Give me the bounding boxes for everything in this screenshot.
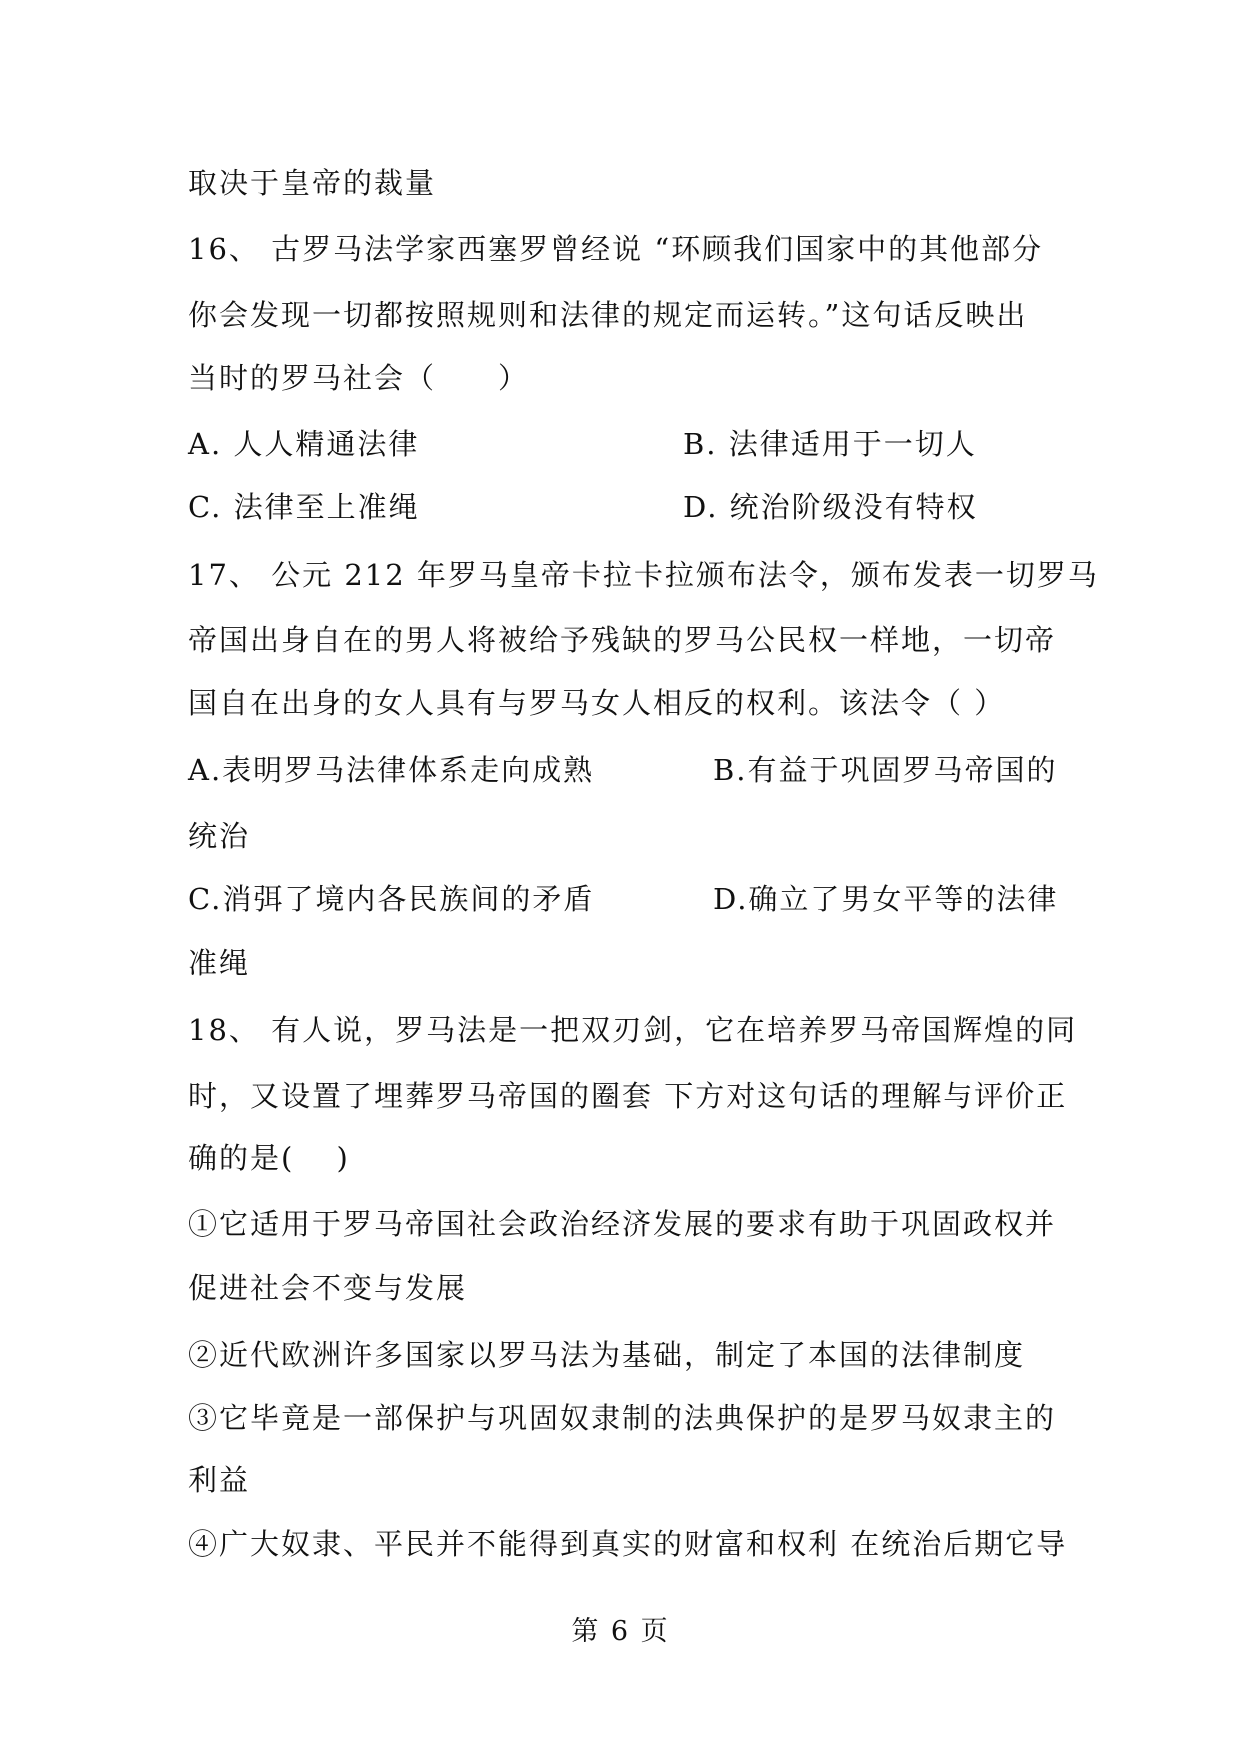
option-a: A. 人人精通法律 [188,427,420,461]
question-16-options-row-1 [188,424,977,464]
text-line: 确的是( ) [188,1141,350,1175]
question-17-options-row-2 [188,879,1059,919]
text-line: 帝国出身自在的男人将被给予残缺的罗马公民权一样地，一切帝 [188,623,1057,657]
option-c: C. 法律至上准绳 [188,490,420,524]
text-line: 时，又设置了埋葬罗马帝国的圈套 下方对这句话的理解与评价正 [188,1079,1068,1113]
statement-1: ①它适用于罗马帝国社会政治经济发展的要求有助于巩固政权并 [188,1207,1057,1241]
page-number: 第 6 页 [571,1616,670,1647]
question-17-options-row-1 [188,750,1058,790]
question-17-stem: 17、 公元 212 年罗马皇帝卡拉卡拉颁布法令，颁布发表一切罗马 [188,558,1099,592]
option-c: C.消弭了境内各民族间的矛盾 [188,882,595,916]
option-d-continued: 准绳 [188,946,251,980]
text-line: 促进社会不变与发展 [188,1271,468,1305]
option-d: D.确立了男女平等的法律 [713,882,1059,916]
option-b: B. 法律适用于一切人 [683,427,977,461]
option-b: B.有益于巩固罗马帝国的 [713,753,1058,787]
question-16-stem: 16、 古罗马法学家西塞罗曾经说 “环顾我们国家中的其他部分 [188,232,1044,266]
statement-4: ④广大奴隶、平民并不能得到真实的财富和权利 在统治后期它导 [188,1527,1068,1561]
option-b-continued: 统治 [188,819,251,853]
text-line: 利益 [188,1463,251,1497]
statement-3: ③它毕竟是一部保护与巩固奴隶制的法典保护的是罗马奴隶主的 [188,1401,1057,1435]
question-16-options-row-2 [188,487,978,527]
option-d: D. 统治阶级没有特权 [683,490,978,524]
text-line: 当时的罗马社会（ ） [188,361,530,395]
question-18-stem: 18、 有人说，罗马法是一把双刃剑，它在培养罗马帝国辉煌的同 [188,1013,1078,1047]
option-a: A.表明罗马法律体系走向成熟 [188,753,595,787]
text-line: 你会发现一切都按照规则和法律的规定而运转。”这句话反映出 [188,298,1028,332]
text-line: 取决于皇帝的裁量 [188,166,437,200]
text-line: 国自在出身的女人具有与罗马女人相反的权利。该法令（ ） [188,686,1006,720]
statement-2: ②近代欧洲许多国家以罗马法为基础，制定了本国的法律制度 [188,1338,1026,1372]
